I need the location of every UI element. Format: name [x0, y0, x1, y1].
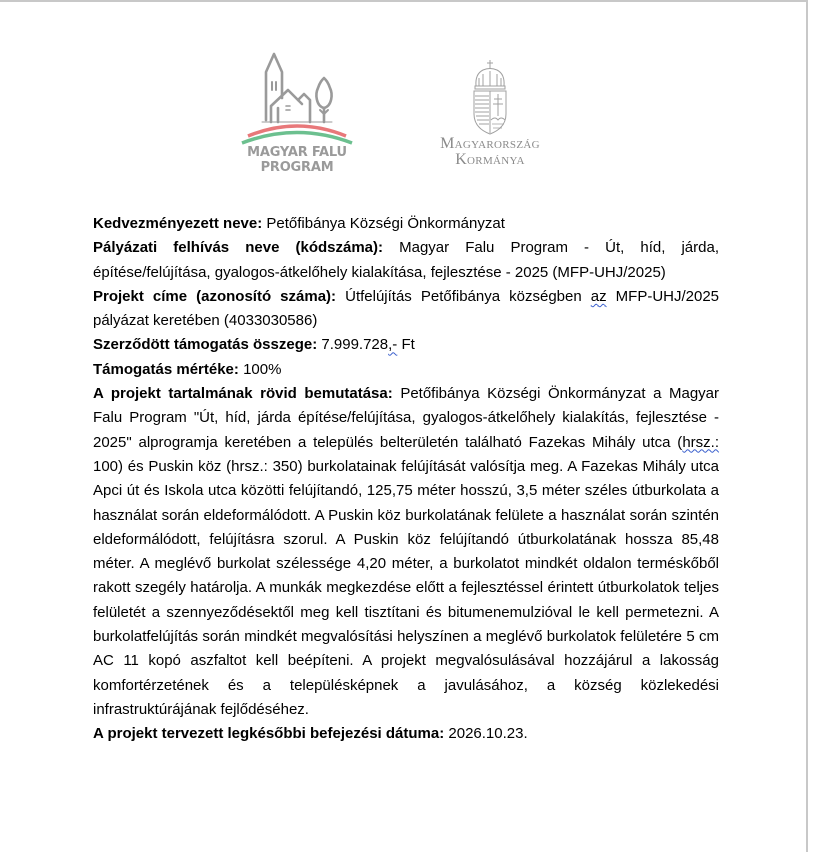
document-body — [93, 212, 719, 747]
summary-text-part1: Petőfibánya Községi Önkormányzat a Magyar Falu Program "Út, híd, járda építése/felújítása, gyalogos-átkelőhely kialakítás, fejlesztése - 2025" alprogramja keretében a település belterületén található Fazekas Mihály utca ( — [93, 385, 720, 451]
mfp-logo-text — [238, 145, 356, 175]
completion-paragraph — [93, 722, 719, 746]
beneficiary-value: Petőfibánya Községi Önkormányzat — [266, 215, 505, 232]
government-logo-line2: Kormánya — [455, 151, 525, 168]
beneficiary-label: Kedvezményezett neve: — [93, 215, 263, 232]
amount-paragraph — [93, 333, 719, 357]
rate-paragraph — [93, 358, 719, 382]
amount-label: Szerződött támogatás összege: — [93, 336, 318, 354]
project-title-value-part2: MFP-UHJ/2025 pályázat keretében (4033030586) — [93, 287, 720, 330]
project-title-label: Projekt címe (azonosító száma): — [93, 287, 337, 305]
green-arc — [242, 133, 352, 144]
spellcheck-flagged-abbreviation[interactable]: hrsz.: — [682, 433, 719, 451]
spellcheck-flagged-suffix[interactable]: ,- — [388, 336, 398, 354]
call-paragraph — [93, 236, 719, 285]
magyar-falu-program-logo — [238, 50, 356, 180]
hungarian-government-logo — [425, 58, 555, 178]
summary-text-part2: 100) és Puskin köz (hrsz.: 350) burkolatainak felújítását valósítja meg. A Fazekas Mihály utca Apci út és Iskola utca közötti felújítandó, 125,75 méter hosszú, 3,5 méter széles útburkolata a használat során eldeformálódott. A Puskin köz burkolatának felülete a használat során szintén eldeformálódott, felújításra szorul. A Puskin köz felújítandó útburkolatának hossza 85,48 méter. A meglévő burkolat szélessége 4,20 méter, a burkolatot mindkét oldalon terméskőből rakott szegély határolja. A munkák megkezdése előtt a fejlesztéssel érintett útburkolatok teljes felületét a szennyeződésektől meg kell tisztítani és bitumenemulzióval le kell permetezni. A burkolatfelújítás során mindkét megvalósítási helyszínen a meglévő burkolatok felületére 5 cm AC 11 kopó aszfaltot kell beépíteni. A projekt megvalósulásával hozzájárul a lakosság komfortérzetének és a településképnek a javulásához, a község közlekedési infrastruktúrájának fejlődéséhez. — [93, 457, 719, 718]
village-church-house-tree-icon — [238, 50, 356, 145]
government-logo-text — [425, 136, 555, 168]
mfp-logo-line2: PROGRAM — [260, 160, 334, 175]
project-title-paragraph — [93, 285, 719, 334]
rate-label: Támogatás mértéke: — [93, 360, 239, 378]
hungarian-coat-of-arms-icon — [425, 58, 555, 136]
rate-value: 100% — [243, 360, 282, 378]
government-logo-line1: Magyarország — [440, 135, 540, 152]
mfp-logo-line1: MAGYAR FALU — [247, 145, 347, 160]
spellcheck-flagged-word[interactable]: az — [590, 287, 607, 305]
amount-number: 7.999.728 — [321, 336, 389, 354]
call-label: Pályázati felhívás neve (kódszáma): — [93, 239, 384, 257]
call-value: Magyar Falu Program - Út, híd, járda, építése/felújítása, gyalogos-átkelőhely kialakítása, fejlesztése - 2025 (MFP-UHJ/2025) — [93, 239, 719, 281]
logo-header — [0, 2, 808, 192]
completion-value: 2026.10.23. — [448, 725, 528, 743]
summary-paragraph — [93, 382, 719, 722]
completion-label: A projekt tervezett legkésőbbi befejezési dátuma: — [93, 725, 445, 743]
project-title-value-part1: Útfelújítás Petőfibánya községben — [345, 287, 582, 305]
summary-label: A projekt tartalmának rövid bemutatása: — [93, 385, 393, 403]
beneficiary-paragraph — [93, 212, 719, 236]
amount-currency: Ft — [401, 336, 415, 354]
